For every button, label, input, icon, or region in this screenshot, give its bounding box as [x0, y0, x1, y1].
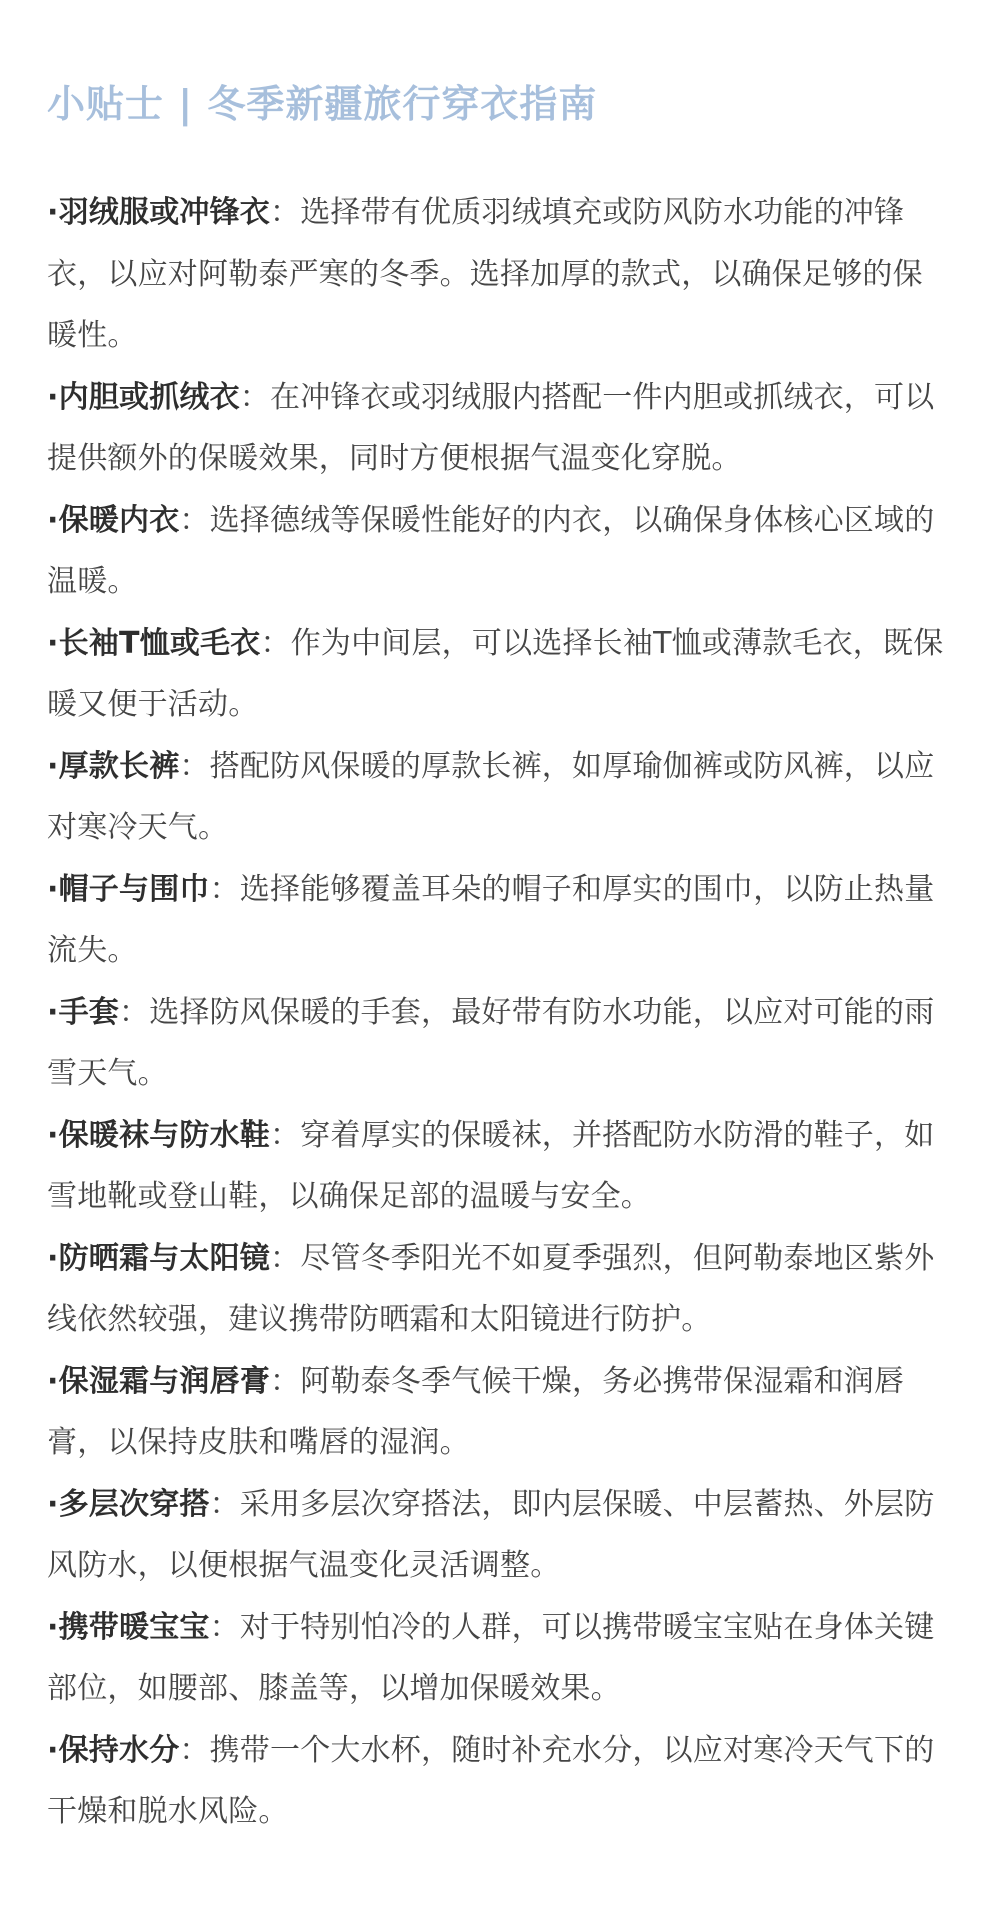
tip-item — [47, 736, 952, 859]
tip-item — [47, 1597, 952, 1720]
tip-heading: ·保暖内衣 — [47, 502, 180, 538]
tip-heading: ·保湿霜与润唇膏 — [47, 1363, 270, 1399]
tip-text: ：选择能够覆盖耳朵的帽子和厚实的围巾，以防止热量流失。 — [47, 871, 935, 968]
tip-heading: ·手套 — [47, 994, 119, 1030]
tips-list — [47, 182, 952, 1843]
tip-heading: ·多层次穿搭 — [47, 1486, 210, 1522]
tip-item — [47, 1351, 952, 1474]
tip-text: ：阿勒泰冬季气候干燥，务必携带保湿霜和润唇膏，以保持皮肤和嘴唇的湿润。 — [47, 1363, 905, 1460]
tip-item — [47, 182, 952, 367]
tip-text: ：对于特别怕冷的人群，可以携带暖宝宝贴在身体关键部位，如腰部、膝盖等，以增加保暖效果。 — [47, 1609, 935, 1706]
tip-text: ：选择防风保暖的手套，最好带有防水功能，以应对可能的雨雪天气。 — [47, 994, 935, 1091]
tip-heading: ·长袖T恤或毛衣 — [47, 625, 261, 661]
tip-heading: ·内胆或抓绒衣 — [47, 379, 240, 415]
tip-text: ：穿着厚实的保暖袜，并搭配防水防滑的鞋子，如雪地靴或登山鞋，以确保足部的温暖与安全。 — [47, 1117, 935, 1214]
tip-item — [47, 1720, 952, 1843]
tip-item — [47, 859, 952, 982]
tip-text: ：在冲锋衣或羽绒服内搭配一件内胆或抓绒衣，可以提供额外的保暖效果，同时方便根据气温变化穿脱。 — [47, 379, 935, 476]
tip-heading: ·防晒霜与太阳镜 — [47, 1240, 270, 1276]
tip-heading: ·厚款长裤 — [47, 748, 180, 784]
tip-item — [47, 490, 952, 613]
tip-text: ：搭配防风保暖的厚款长裤，如厚瑜伽裤或防风裤，以应对寒冷天气。 — [47, 748, 935, 845]
tip-heading: ·携带暖宝宝 — [47, 1609, 210, 1645]
tip-text: ：作为中间层，可以选择长袖T恤或薄款毛衣，既保暖又便于活动。 — [47, 625, 944, 722]
tip-heading: ·保暖袜与防水鞋 — [47, 1117, 270, 1153]
tip-text: ：选择德绒等保暖性能好的内衣，以确保身体核心区域的温暖。 — [47, 502, 935, 599]
tip-heading: ·保持水分 — [47, 1732, 180, 1768]
tip-item — [47, 1474, 952, 1597]
tip-item — [47, 613, 952, 736]
tip-text: ：采用多层次穿搭法，即内层保暖、中层蓄热、外层防风防水，以便根据气温变化灵活调整。 — [47, 1486, 935, 1583]
tip-item — [47, 1228, 952, 1351]
tip-item — [47, 367, 952, 490]
tip-heading: ·帽子与围巾 — [47, 871, 210, 907]
tip-text: ：携带一个大水杯，随时补充水分，以应对寒冷天气下的干燥和脱水风险。 — [47, 1732, 935, 1829]
tip-text: ：尽管冬季阳光不如夏季强烈，但阿勒泰地区紫外线依然较强，建议携带防晒霜和太阳镜进行防护。 — [47, 1240, 935, 1337]
tip-text: ：选择带有优质羽绒填充或防风防水功能的冲锋衣，以应对阿勒泰严寒的冬季。选择加厚的款式，以确保足够的保暖性。 — [47, 195, 923, 353]
tip-item — [47, 982, 952, 1105]
page-title: 小贴士 | 冬季新疆旅行穿衣指南 — [47, 82, 598, 126]
tip-heading: ·羽绒服或冲锋衣 — [47, 195, 270, 230]
tip-item — [47, 1105, 952, 1228]
